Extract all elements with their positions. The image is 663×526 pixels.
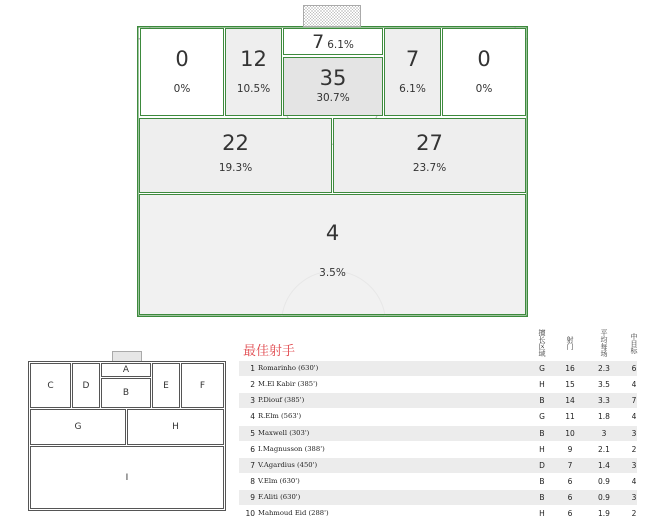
on-target: 2 (631, 445, 637, 454)
shots: 6 (567, 509, 573, 518)
avg: 0.9 (598, 477, 610, 486)
table-row (239, 474, 637, 489)
player-name: V.Agardius (450') (258, 461, 318, 469)
legend-zone-d (72, 363, 100, 408)
zone-legend-pitch (28, 361, 226, 521)
zone-i-pct: 3.5% (319, 267, 346, 279)
zone-e (384, 28, 441, 116)
rank: 10 (245, 509, 255, 518)
player-name: M.El Kabir (385') (258, 380, 318, 388)
zone: D (539, 461, 545, 470)
table-row (239, 377, 637, 392)
on-target: 7 (631, 396, 637, 405)
on-target: 4 (631, 412, 637, 421)
legend-zone-b-label: B (122, 388, 130, 398)
player-name: R.Elm (563') (258, 412, 302, 420)
zone: G (539, 412, 545, 421)
zone-f-count: 0 (477, 47, 491, 71)
table-row (239, 393, 637, 408)
zone: H (539, 380, 545, 389)
zone-c (140, 28, 224, 116)
rank: 1 (250, 364, 255, 373)
shots: 15 (565, 380, 575, 389)
zone-b (283, 57, 383, 116)
zone-d-pct: 10.5% (236, 83, 271, 95)
zone: H (539, 445, 545, 454)
avg: 1.4 (598, 461, 610, 470)
player-name: V.Elm (630') (258, 477, 300, 485)
on-target: 3 (631, 493, 637, 502)
rank: 2 (250, 380, 255, 389)
zone-f (442, 28, 526, 116)
table-title: 最佳射手 (243, 344, 296, 359)
table-row (239, 409, 637, 424)
zone-i-count: 4 (325, 221, 340, 245)
zone-d-count: 12 (240, 47, 267, 71)
on-target: 4 (631, 380, 637, 389)
zone-a-count: 7 (312, 31, 325, 53)
zone-h-pct: 23.7% (412, 162, 447, 174)
avg: 3.3 (598, 396, 610, 405)
avg: 2.3 (598, 364, 610, 373)
zone-b-count: 35 (319, 66, 347, 90)
on-target: 4 (631, 477, 637, 486)
player-name: P.Diouf (385') (258, 396, 305, 404)
zone: B (539, 429, 545, 438)
rank: 7 (250, 461, 255, 470)
shots: 14 (565, 396, 575, 405)
zone-h (333, 118, 526, 193)
zone-a-label (284, 31, 382, 53)
zone-h-count: 27 (416, 131, 443, 155)
goal-net-icon (303, 5, 361, 27)
zone-i (139, 194, 526, 315)
avg: 2.1 (598, 445, 610, 454)
zone-e-pct: 6.1% (399, 83, 426, 95)
header-on-target: 中目标 (630, 332, 638, 354)
zone-a-pct: 6.1% (327, 39, 354, 51)
zone: G (539, 364, 545, 373)
rank: 9 (250, 493, 255, 502)
legend-zone-c (30, 363, 71, 408)
zone-g (139, 118, 332, 193)
legend-zone-g (30, 409, 126, 445)
legend-zone-h-label: H (172, 422, 179, 432)
player-name: F.Aliti (630') (258, 493, 301, 501)
legend-zone-i (30, 446, 224, 509)
legend-zone-e-label: E (163, 380, 169, 391)
zone: B (539, 477, 545, 486)
table-row (239, 506, 637, 521)
rank: 8 (250, 477, 255, 486)
legend-zone-f (181, 363, 224, 408)
player-name: Maxwell (303') (258, 429, 310, 437)
shot-zone-pitch (137, 26, 528, 317)
zone-g-count: 22 (222, 131, 249, 155)
table-row (239, 442, 637, 457)
zone-c-pct: 0% (173, 83, 191, 95)
legend-zone-d-label: D (82, 380, 90, 391)
player-name: I.Magnusson (388') (258, 445, 325, 453)
zone-c-count: 0 (175, 47, 189, 71)
legend-zone-b (101, 378, 151, 408)
legend-zone-c-label: C (47, 380, 54, 391)
legend-zone-h (127, 409, 224, 445)
rank: 6 (250, 445, 255, 454)
player-name: Romarinho (630') (258, 364, 319, 372)
table-row (239, 490, 637, 505)
header-zone: 擅长区域 (538, 329, 546, 357)
zone-g-pct: 19.3% (218, 162, 253, 174)
zone-b-pct: 30.7% (316, 92, 350, 104)
table-row (239, 361, 637, 376)
legend-zone-e (152, 363, 180, 408)
table-row (239, 458, 637, 473)
zone: B (539, 396, 545, 405)
shots: 7 (567, 461, 573, 470)
zone: B (539, 493, 545, 502)
rank: 5 (250, 429, 255, 438)
on-target: 3 (631, 429, 637, 438)
shots: 10 (565, 429, 575, 438)
zone-a (283, 28, 383, 55)
zone-d (225, 28, 282, 116)
avg: 1.9 (598, 509, 610, 518)
shots: 6 (567, 477, 573, 486)
avg: 1.8 (598, 412, 610, 421)
on-target: 3 (631, 461, 637, 470)
header-shots: 射门 (566, 336, 574, 350)
header-avg: 平均每场 (600, 329, 608, 357)
legend-zone-g-label: G (74, 422, 82, 432)
legend-zone-a (101, 363, 151, 377)
rank: 4 (250, 412, 255, 421)
avg: 3 (601, 429, 607, 438)
legend-zone-f-label: F (199, 380, 206, 391)
shots: 16 (565, 364, 575, 373)
player-name: Mahmoud Eid (288') (258, 509, 329, 517)
avg: 0.9 (598, 493, 610, 502)
on-target: 6 (631, 364, 637, 373)
zone: H (539, 509, 545, 518)
legend-zone-i-label: I (125, 472, 129, 483)
table-row (239, 426, 637, 441)
shots: 11 (565, 412, 575, 421)
shots: 6 (567, 493, 573, 502)
zone-e-count: 7 (405, 47, 420, 71)
shots: 9 (567, 445, 573, 454)
rank: 3 (250, 396, 255, 405)
on-target: 2 (631, 509, 637, 518)
legend-zone-a-label: A (122, 365, 130, 375)
zone-f-pct: 0% (475, 83, 493, 95)
avg: 3.5 (598, 380, 610, 389)
